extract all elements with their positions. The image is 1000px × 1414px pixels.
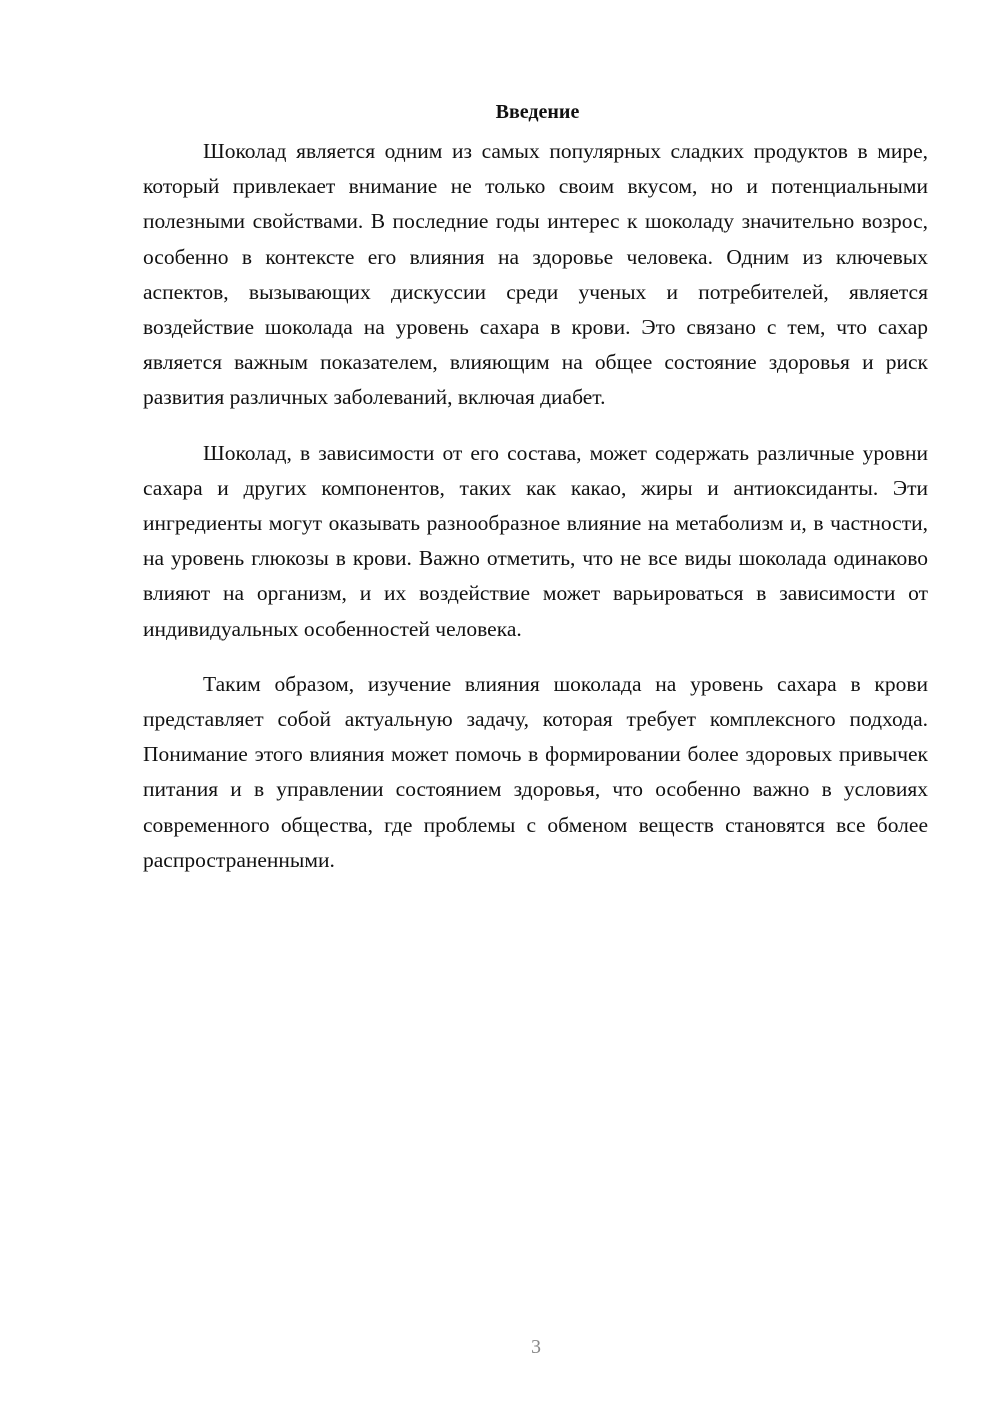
page-content [143,90,928,898]
paragraph-2: Шоколад, в зависимости от его состава, может содержать различные уровни сахара и других компонентов, таких как какао, жиры и антиоксиданты. Эти ингредиенты могут оказывать разнообразное влияние на метаболизм и, в частности, на уровень глюкозы в крови. Важно отметить, что не все виды шоколада одинаково влияют на организм, и их воздействие может варьироваться в зависимости от индивидуальных особенностей человека. [143,440,928,641]
paragraph-1: Шоколад является одним из самых популярных сладких продуктов в мире, который привлекает внимание не только своим вкусом, но и потенциальными полезными свойствами. В последние годы интерес к шоколаду значительно возрос, особенно в контексте его влияния на здоровье человека. Одним из ключевых аспектов, вызывающих дискуссии среди ученых и потребителей, является воздействие шоколада на уровень сахара в крови. Это связано с тем, что сахар является важным показателем, влияющим на общее состояние здоровья и риск развития различных заболеваний, включая диабет. [143,139,928,410]
section-heading: Введение [495,101,580,123]
paragraph-3: Таким образом, изучение влияния шоколада на уровень сахара в крови представляет собой актуальную задачу, которая требует комплексного подхода. Понимание этого влияния может помочь в формировании более здоровых привычек питания и в управлении состоянием здоровья, что особенно важно в условиях современного общества, где проблемы с обменом веществ становятся все более распространенными. [143,671,928,872]
page-number: 3 [531,1336,541,1358]
